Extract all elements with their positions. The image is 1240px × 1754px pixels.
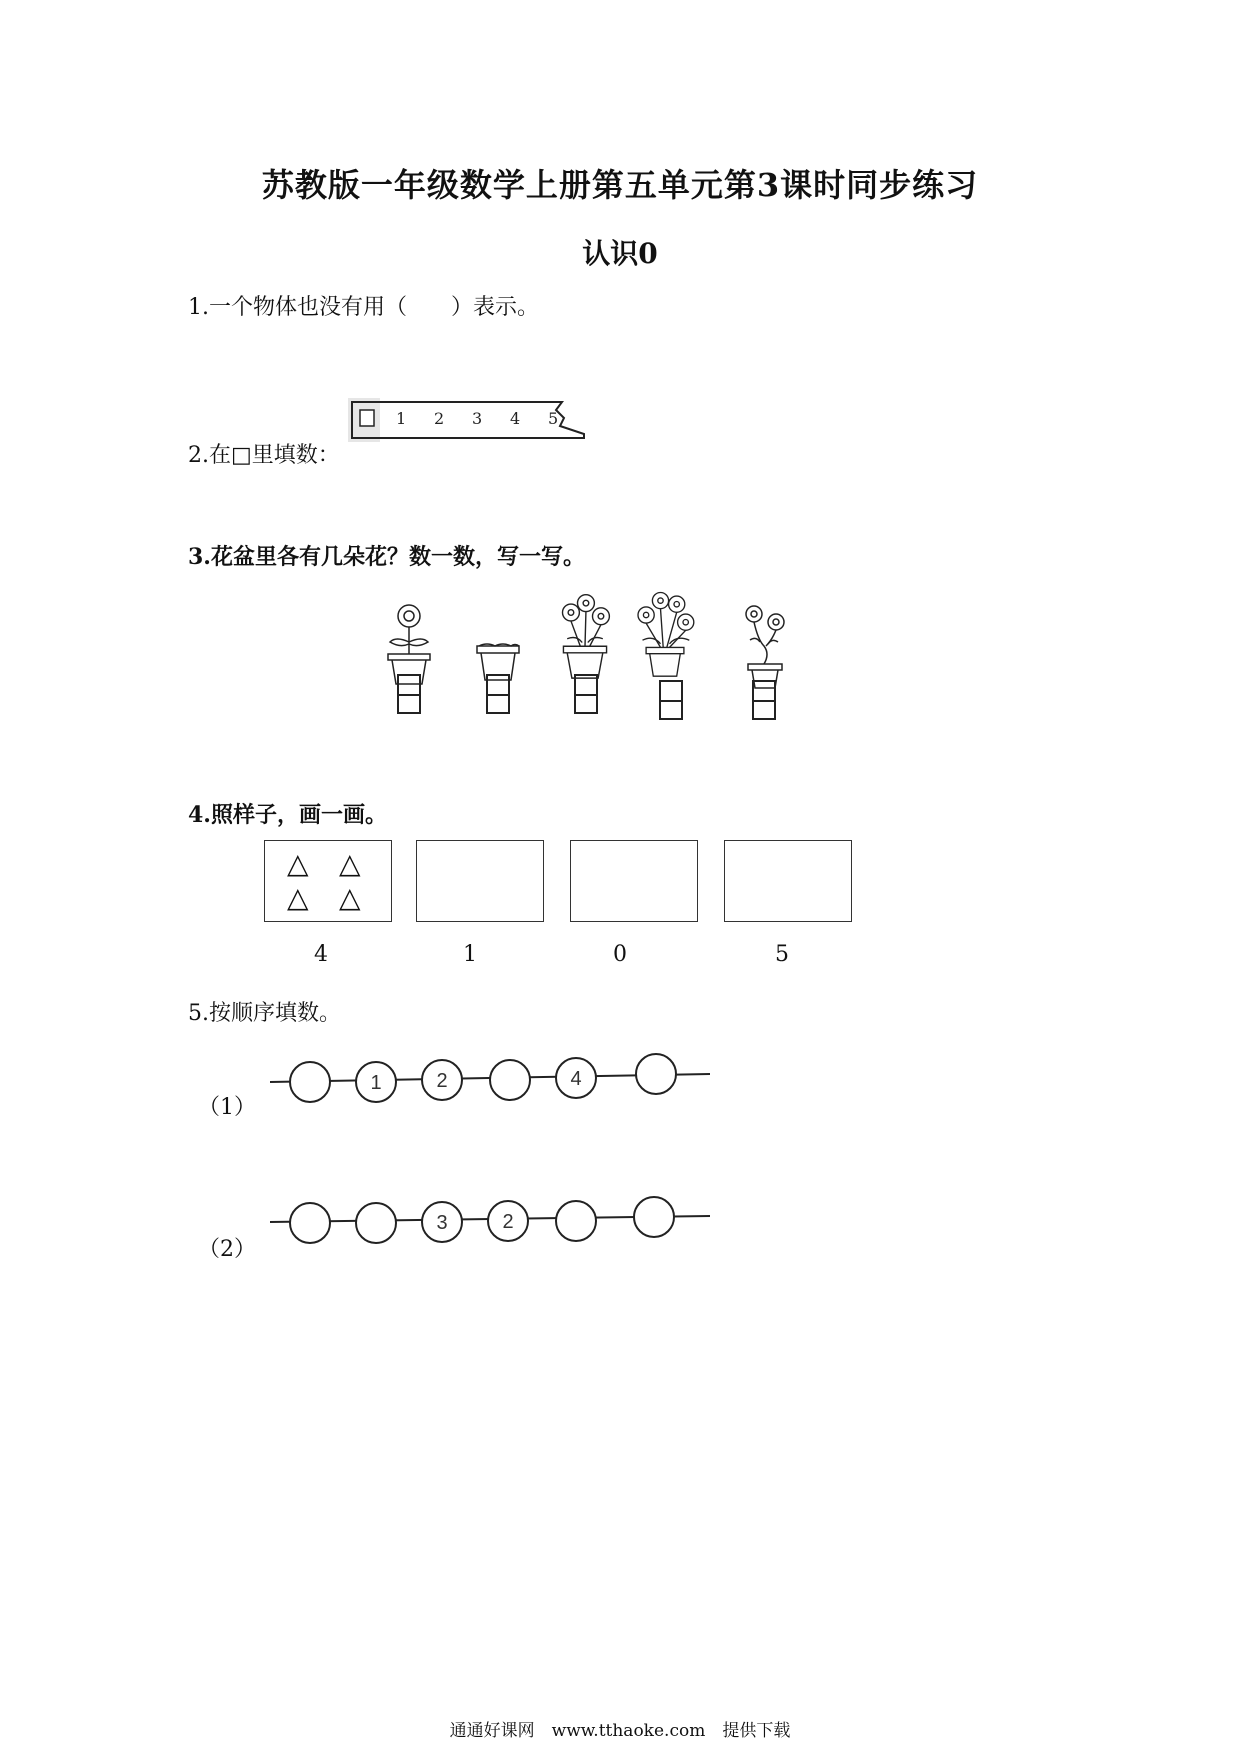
pot-with-4-flowers-icon (632, 588, 698, 678)
chain1-value-5: 4 (570, 1068, 582, 1090)
triangle-icon: △ (287, 847, 309, 880)
chain1-circle-1[interactable] (290, 1062, 330, 1102)
ruler-label-2: 2 (434, 409, 445, 428)
question-1: 1.一个物体也没有用（ ）表示。 (188, 295, 539, 320)
footer-credit: 通通好课网 www.tthaoke.com 提供下载 (449, 1721, 791, 1741)
chain2-circle-6[interactable] (634, 1197, 674, 1237)
page-subtitle: 认识0 (582, 237, 658, 270)
pot-with-2-flowers-icon (732, 600, 798, 690)
box-number-5: 5 (775, 942, 789, 967)
draw-box-3[interactable] (724, 840, 852, 922)
answer-box-3[interactable] (574, 674, 598, 714)
triangle-icon: △ (287, 881, 309, 914)
row-label-2: （2） (198, 1237, 256, 1262)
number-chain-1 (270, 1052, 710, 1112)
triangle-icon: △ (339, 847, 361, 880)
answer-box-4[interactable] (659, 680, 683, 720)
answer-box-1[interactable] (397, 674, 421, 714)
answer-box-2[interactable] (486, 674, 510, 714)
question-5: 5.按顺序填数。 (188, 1001, 341, 1026)
box-number-4: 4 (314, 942, 328, 967)
ruler-blank-box (360, 410, 374, 426)
example-box (264, 840, 392, 922)
number-ruler (348, 398, 588, 442)
page-title: 苏教版一年级数学上册第五单元第3课时同步练习 (261, 166, 979, 204)
chain2-circle-1[interactable] (290, 1203, 330, 1243)
question-3: 3.花盆里各有几朵花？数一数，写一写。 (188, 544, 585, 570)
chain2-circle-2[interactable] (356, 1203, 396, 1243)
chain2-value-4: 2 (502, 1211, 514, 1233)
number-chain-2 (270, 1192, 710, 1252)
box-number-0: 0 (613, 942, 627, 967)
chain2-circle-5[interactable] (556, 1201, 596, 1241)
ruler-label-4: 4 (510, 409, 521, 428)
ruler-label-1: 1 (396, 409, 407, 428)
question-2: 2.在□里填数： (188, 443, 340, 468)
chain1-value-2: 1 (370, 1072, 382, 1094)
chain1-circle-4[interactable] (490, 1060, 530, 1100)
chain2-value-3: 3 (436, 1212, 448, 1234)
question-4: 4.照样子，画一画。 (188, 802, 387, 828)
pot-with-3-flowers-icon (552, 590, 618, 680)
ruler-label-3: 3 (472, 409, 483, 428)
draw-box-2[interactable] (570, 840, 698, 922)
triangle-icon: △ (339, 881, 361, 914)
box-number-1: 1 (463, 942, 477, 967)
answer-box-5[interactable] (752, 680, 776, 720)
row-label-1: （1） (198, 1095, 256, 1120)
chain1-value-3: 2 (436, 1070, 448, 1092)
empty-pot-icon (465, 596, 531, 686)
ruler-label-5: 5 (548, 409, 559, 428)
pot-with-1-flower-icon (376, 596, 442, 686)
chain1-circle-6[interactable] (636, 1054, 676, 1094)
draw-box-1[interactable] (416, 840, 544, 922)
